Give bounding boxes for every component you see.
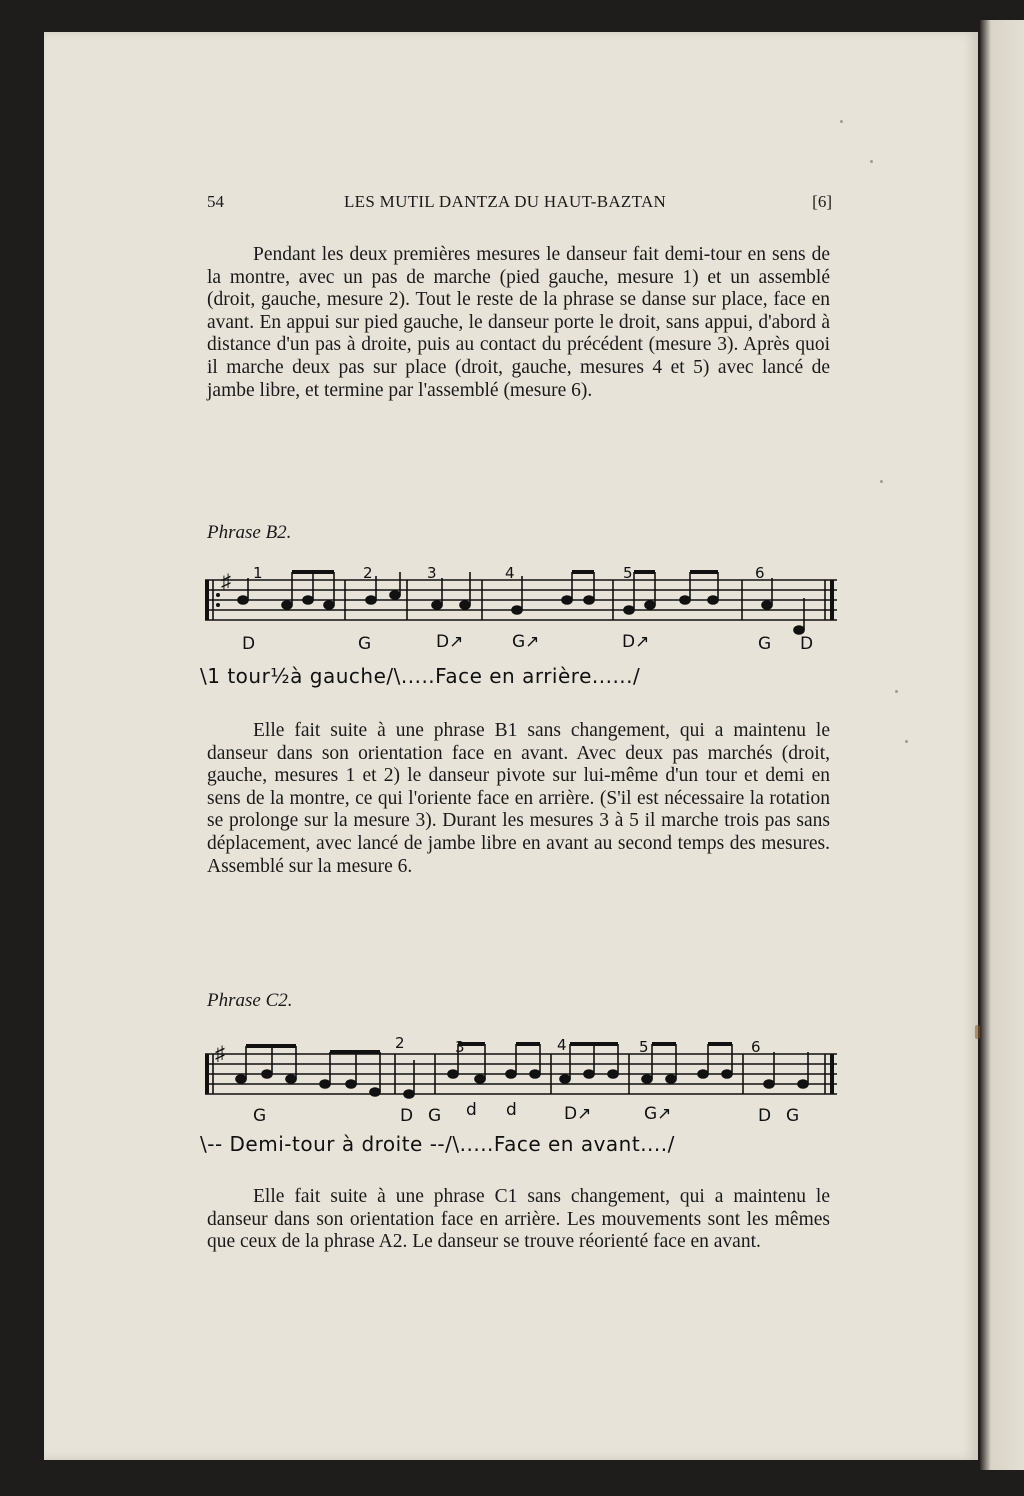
c2-foot-mark: D↗ [564,1104,592,1124]
running-title: LES MUTIL DANTZA DU HAUT-BAZTAN [344,192,667,211]
svg-text:♯: ♯ [221,571,231,593]
paper-speck [975,1025,980,1039]
c2-foot-mark: G [786,1106,800,1126]
paragraph-1-text: Pendant les deux premières mesures le danseur fait demi-tour en sens de la montre, avec un pas de marche (pied gauche, mesure 1) et un assemblé (droit, gauche, mesure 2). Tout le reste de la phrase se danse sur place, face en avant. En appui sur pied gauche, le danseur porte le droit, sans appui, d'abord à distance d'un pas à droite, puis au contact du précédent (mesure 3). Après quoi il marche deux pas sur place (droit, gauche, mesures 4 et 5) avec lancé de jambe libre, et termine par l'assemblé (mesure 6). [207,244,830,401]
paragraph-1 [207,244,830,402]
c2-measure-number: 3 [455,1038,465,1056]
b2-foot-mark: D [800,634,814,654]
b2-foot-mark: G↗ [512,632,540,652]
b2-foot-mark: D↗ [436,632,464,652]
paper-speck [905,740,908,743]
b2-measure-number: 4 [505,564,515,582]
c2-foot-mark: D [758,1106,772,1126]
b2-measure-number: 6 [755,564,765,582]
c2-measure-number: 6 [751,1038,761,1056]
phrase-c2-notation [195,1030,845,1125]
paragraph-3-text: Elle fait suite à une phrase C1 sans changement, qui a maintenu le danseur dans son orientation face en arrière. Les mouvements sont les mêmes que ceux de la phrase A2. Le danseur se trouve réorienté face en avant. [207,1186,830,1253]
paragraph-3 [207,1186,830,1254]
facing-page-edge [980,20,1024,1470]
c2-foot-mark: G↗ [644,1104,672,1124]
paper-speck [870,160,873,163]
page-number: 54 [207,192,224,211]
b2-foot-mark: G [358,634,372,654]
phrase-b2-caption: \1 tour½à gauche/\.....Face en arrière....../ [200,664,641,688]
section-number: [6] [812,192,832,211]
c2-measure-number: 4 [557,1036,567,1054]
b2-foot-mark: D↗ [622,632,650,652]
paragraph-2-text: Elle fait suite à une phrase B1 sans changement, qui a maintenu le danseur dans son orientation face en avant. Avec deux pas marchés (droit, gauche, mesures 1 et 2) le danseur pivote sur lui-même d'un tour et demi en sens de la montre, ce qui l'oriente face en arrière. (S'il est nécessaire la rotation se prolonge sur la mesure 3). Durant les mesures 3 à 5 il marche trois pas sans déplacement, avec lancé de jambe libre en avant au second temps des mesures. Assemblé sur la mesure 6. [207,720,830,877]
b2-foot-mark: D [242,634,256,654]
phrase-c2-caption: \-- Demi-tour à droite --/\.....Face en avant..../ [200,1132,675,1156]
paper-speck [880,480,883,483]
phrase-c2-staff [195,1030,845,1125]
paper-speck [840,120,843,123]
phrase-c2-label: Phrase C2. [207,990,293,1011]
b2-measure-number: 5 [623,564,633,582]
b2-measure-number: 1 [253,564,263,582]
b2-measure-number: 3 [427,564,437,582]
b2-measure-number: 2 [363,564,373,582]
c2-measure-number: 2 [395,1034,405,1052]
c2-foot-mark: G [428,1106,442,1126]
c2-measure-number: 5 [639,1038,649,1056]
paper-speck [895,690,898,693]
b2-foot-mark: G [758,634,772,654]
c2-foot-mark: d [466,1100,477,1120]
c2-foot-mark: d [506,1100,517,1120]
phrase-b2-label: Phrase B2. [207,522,292,543]
c2-foot-mark: G [253,1106,267,1126]
paragraph-2 [207,720,830,878]
svg-text:♯: ♯ [215,1043,225,1065]
c2-foot-mark: D [400,1106,414,1126]
